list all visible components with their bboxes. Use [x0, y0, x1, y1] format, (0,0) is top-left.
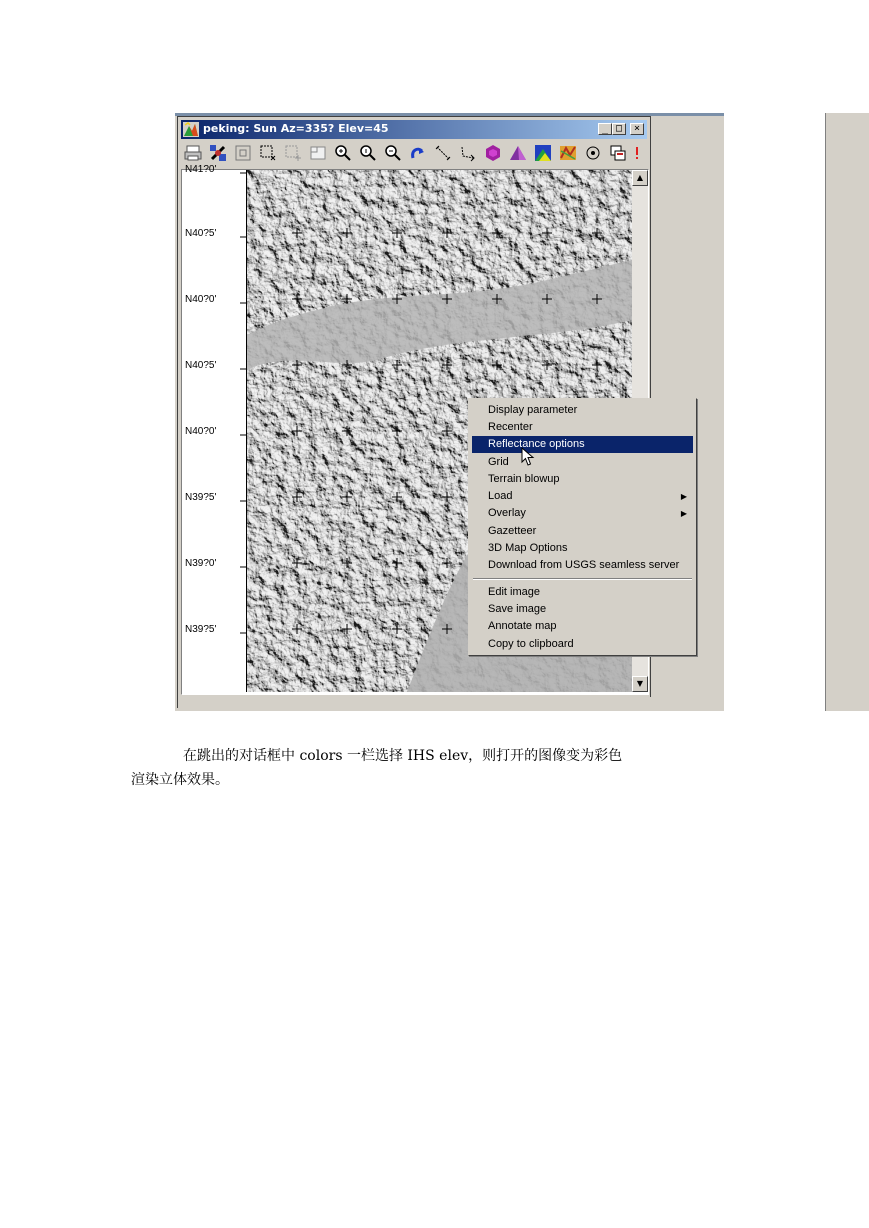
menu-item-label: Download from USGS seamless server [488, 559, 680, 571]
lat-label: N40?0' [185, 294, 217, 305]
background-panel [825, 113, 869, 711]
colored-map-icon[interactable] [533, 143, 553, 163]
menu-item-overlay[interactable] [472, 505, 693, 522]
submenu-arrow-icon: ▶ [680, 509, 687, 518]
more-icon[interactable] [633, 143, 645, 163]
relief-icon[interactable] [483, 143, 503, 163]
menu-item-label: Load [488, 490, 513, 502]
menu-item-display-parameter[interactable] [472, 402, 693, 419]
app-icon [183, 122, 199, 137]
menu-item-label: 3D Map Options [488, 542, 568, 554]
menu-item-label: Save image [488, 603, 547, 615]
caption-text: 在跳出的对话框中 colors 一栏选择 IHS elev，则打开的图像变为彩色 [183, 748, 623, 764]
lat-label: N40?5' [185, 360, 217, 371]
target-icon[interactable] [583, 143, 603, 163]
lat-label: N39?0' [185, 558, 217, 569]
submenu-arrow-icon: ▶ [680, 492, 687, 501]
zoom-in-icon[interactable] [333, 143, 353, 163]
menu-item-gazetteer[interactable] [472, 523, 693, 540]
lat-label: N39?5' [185, 492, 217, 503]
menu-item-label: Edit image [488, 586, 540, 598]
scroll-down-button[interactable]: ▼ [632, 676, 648, 692]
menu-item-label: Gazetteer [488, 525, 537, 537]
copy-window-icon[interactable] [608, 143, 628, 163]
measure-icon[interactable] [433, 143, 453, 163]
zoom-box-icon[interactable] [233, 143, 253, 163]
caption-line-1 [131, 744, 751, 768]
window-title: peking: Sun Az=335? Elev=45 [203, 122, 389, 135]
menu-item-edit-image[interactable] [472, 584, 693, 601]
context-menu [468, 398, 697, 656]
toolbar [181, 141, 647, 167]
zoom-out-icon[interactable] [383, 143, 403, 163]
caption-paragraph [131, 744, 751, 792]
minimize-button[interactable]: _ [598, 123, 612, 135]
menu-item-annotate-map[interactable] [472, 618, 693, 635]
lat-label: N39?5' [185, 624, 217, 635]
menu-item-save-image[interactable] [472, 601, 693, 618]
lat-label: N40?5' [185, 228, 217, 239]
shaded-terrain-icon[interactable] [508, 143, 528, 163]
menu-item-label: Reflectance options [488, 438, 585, 450]
lat-label: N40?0' [185, 426, 217, 437]
menu-item-label: Recenter [488, 421, 533, 433]
menu-item-label: Grid [488, 456, 509, 468]
menu-item-load[interactable] [472, 488, 693, 505]
redo-icon[interactable] [408, 143, 428, 163]
lat-label: N41?0' [185, 164, 217, 175]
title-bar[interactable] [181, 120, 647, 139]
menu-item-recenter[interactable] [472, 419, 693, 436]
print-icon[interactable] [183, 143, 203, 163]
path-icon[interactable] [458, 143, 478, 163]
menu-item-download-usgs[interactable] [472, 557, 693, 574]
status-strip [178, 697, 652, 709]
lat-ticks [182, 170, 246, 692]
menu-item-label: Copy to clipboard [488, 638, 574, 650]
menu-item-label: Overlay [488, 507, 526, 519]
zoom-1x-icon[interactable] [358, 143, 378, 163]
overlay-map-icon[interactable] [558, 143, 578, 163]
caption-line-2: 渲染立体效果。 [131, 772, 229, 788]
menu-item-reflectance-options[interactable] [472, 436, 693, 453]
latitude-axis [182, 164, 247, 692]
satellite-icon[interactable] [208, 143, 228, 163]
menu-item-grid[interactable] [472, 454, 693, 471]
select-add-icon[interactable] [283, 143, 303, 163]
menu-separator [473, 578, 692, 580]
menu-item-label: Display parameter [488, 404, 578, 416]
mouse-cursor-icon [521, 447, 535, 467]
menu-item-label: Annotate map [488, 620, 557, 632]
menu-item-label: Terrain blowup [488, 473, 560, 485]
scroll-up-button[interactable]: ▲ [632, 170, 648, 186]
maximize-button[interactable]: □ [612, 123, 626, 135]
menu-item-3d-map-options[interactable] [472, 540, 693, 557]
select-box-icon[interactable] [258, 143, 278, 163]
menu-item-terrain-blowup[interactable] [472, 471, 693, 488]
close-button[interactable]: × [630, 123, 644, 135]
rectangle-icon[interactable] [308, 143, 328, 163]
menu-item-copy-to-clipboard[interactable] [472, 636, 693, 653]
